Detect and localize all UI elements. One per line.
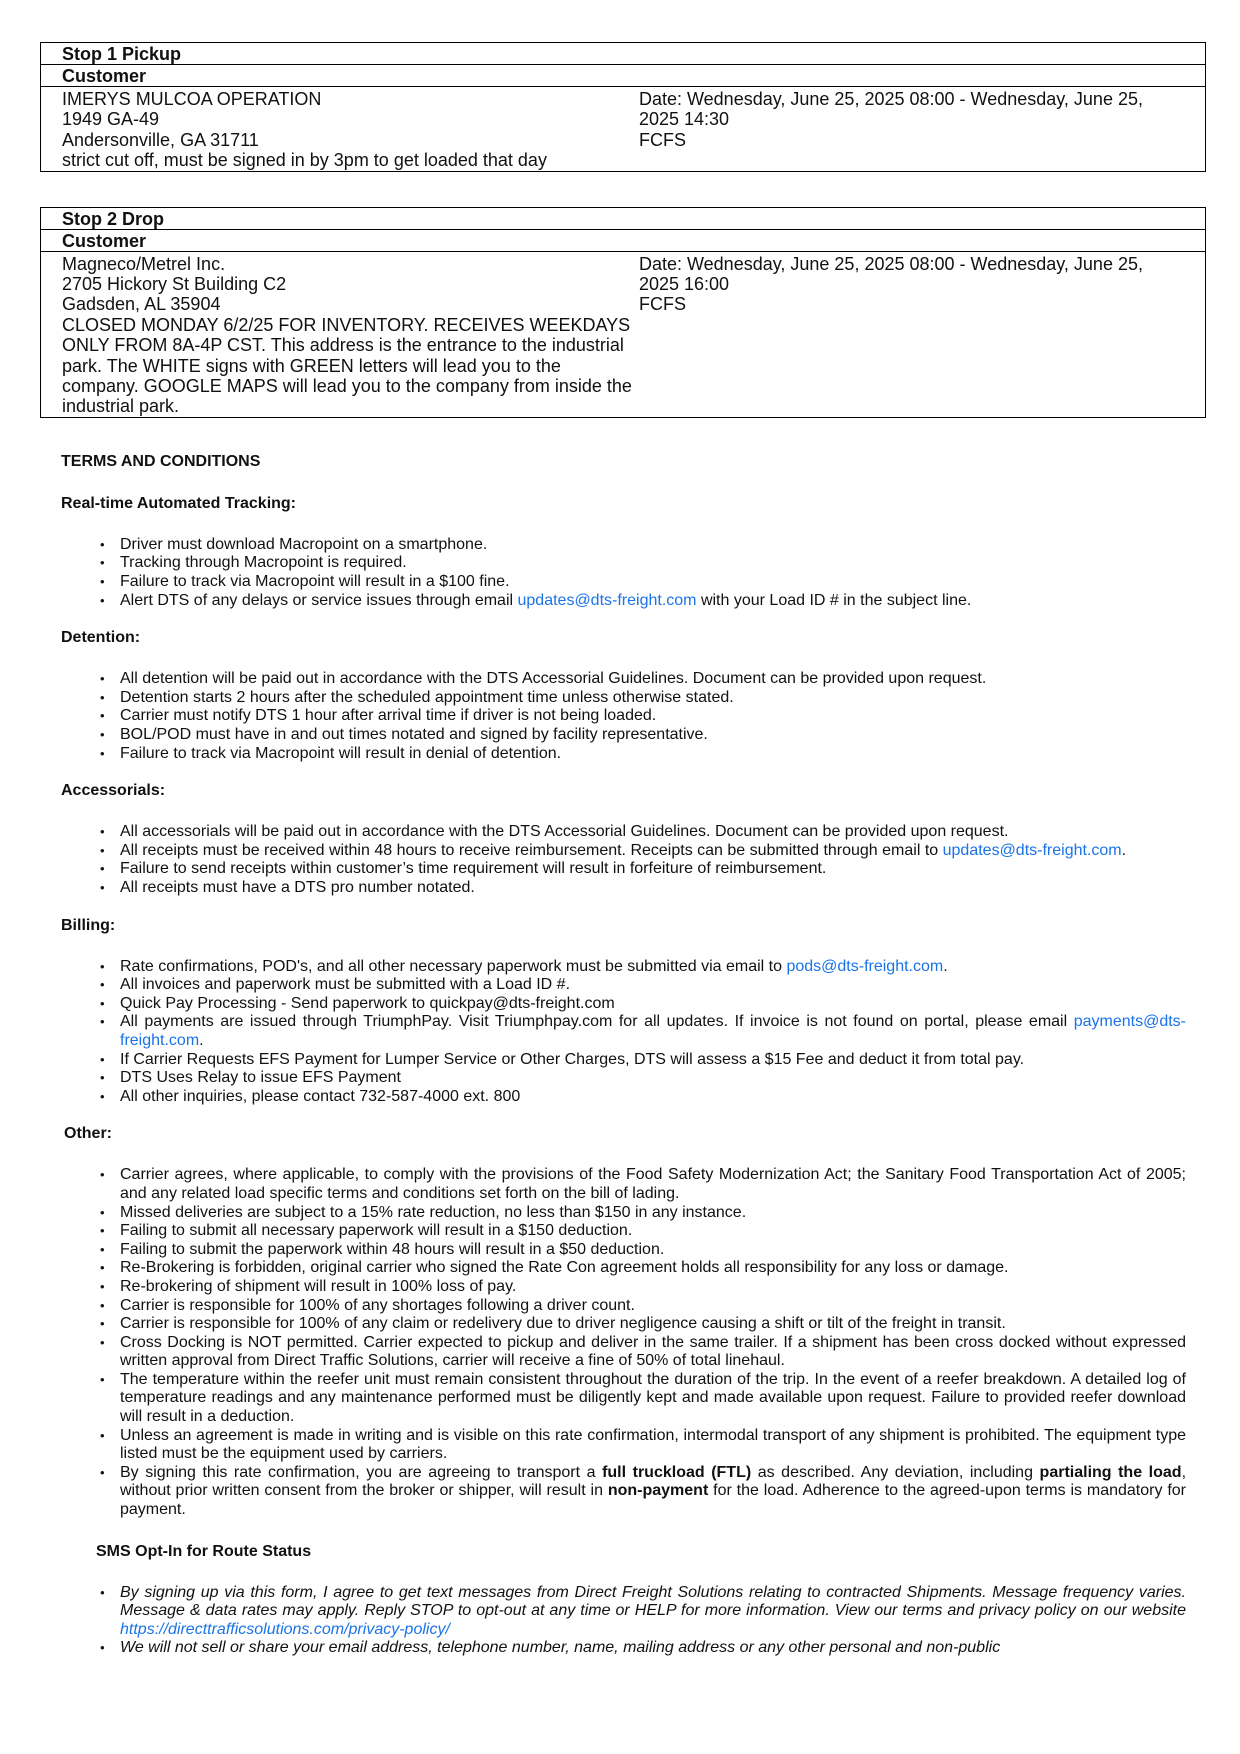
- list-item: • Carrier must notify DTS 1 hour after arrival time if driver is not being loaded.: [120, 707, 1206, 726]
- stop-1-details: [41, 87, 1205, 171]
- accessorials-heading: Accessorials:: [61, 782, 166, 800]
- stop-1-address-block: [62, 89, 639, 171]
- list-item: • Detention starts 2 hours after the scheduled appointment time unless otherwise stated.: [120, 689, 1206, 708]
- stop-2-address-line2: Gadsden, AL 35904: [62, 294, 221, 315]
- list-item: • The temperature within the reefer unit must remain consistent throughout the duration of the trip. In the event of a reefer breakdown. A detailed log of temperature readings and any maintenance performed must be diligently kept and made available upon request. Failure to provided reefer download will result in a deduction.: [120, 1371, 1206, 1427]
- list-item: • If Carrier Requests EFS Payment for Lumper Service or Other Charges, DTS will assess a $15 Fee and deduct it from total pay.: [120, 1051, 1206, 1070]
- tracking-list: [40, 536, 1206, 610]
- privacy-policy-link[interactable]: https://directtrafficsolutions.com/privacy-policy/: [120, 1620, 450, 1638]
- stop-1-address-line1: 1949 GA-49: [62, 109, 160, 130]
- list-item: [120, 592, 1206, 611]
- stop-1-appointment: FCFS: [638, 129, 686, 150]
- list-item: • Failure to track via Macropoint will result in denial of detention.: [120, 745, 1206, 764]
- ftl-text-c: as described. Any deviation, including: [751, 1463, 1040, 1481]
- stop-2-address-line1: 2705 Hickory St Building C2: [62, 274, 287, 295]
- list-item: • Missed deliveries are subject to a 15% rate reduction, no less than $150 in any instance.: [120, 1204, 1206, 1223]
- list-item: • Failure to send receipts within customer’s time requirement will result in forfeiture of reimbursement.: [120, 860, 1206, 879]
- stop-2-address-block: [62, 254, 639, 417]
- list-item: • Tracking through Macropoint is required.: [120, 554, 1206, 573]
- list-item: • Re-Brokering is forbidden, original carrier who signed the Rate Con agreement holds all responsibility for any loss or damage.: [120, 1259, 1206, 1278]
- list-item: • All other inquiries, please contact 732-587-4000 ext. 800: [120, 1088, 1206, 1107]
- list-item: • Failing to submit the paperwork within 48 hours will result in a $50 deduction.: [120, 1241, 1206, 1260]
- detention-heading: Detention:: [61, 629, 141, 647]
- stop-1-name: IMERYS MULCOA OPERATION: [62, 89, 322, 109]
- list-item: • All receipts must have a DTS pro number notated.: [120, 879, 1206, 898]
- stop-1-address-line2: Andersonville, GA 31711: [62, 129, 259, 150]
- billing-list: [40, 958, 1206, 1107]
- receipts-text: All receipts must be received within 48 hours to receive reimbursement. Receipts can be submitted through email to: [120, 841, 943, 859]
- list-item: • Quick Pay Processing - Send paperwork to quickpay@dts-freight.com: [120, 995, 1206, 1014]
- stop-2-customer-label: Customer: [41, 230, 1205, 252]
- alert-text-end: with your Load ID # in the subject line.: [696, 591, 972, 609]
- updates-email-link-2[interactable]: updates@dts-freight.com: [942, 841, 1122, 859]
- payments-email-link[interactable]: payments@dts-freight.com: [120, 1013, 1186, 1049]
- terms-title: TERMS AND CONDITIONS: [61, 452, 261, 470]
- receipts-text-end: .: [1121, 841, 1127, 859]
- pods-email-link[interactable]: pods@dts-freight.com: [786, 957, 944, 975]
- list-item: • Carrier is responsible for 100% of any shortages following a driver count.: [120, 1297, 1206, 1316]
- stop-1-date: Date: Wednesday, June 25, 2025 08:00 - Wednesday, June 25, 2025 14:30: [638, 89, 1143, 130]
- accessorials-list: [40, 823, 1206, 897]
- stop-2-schedule-block: [639, 254, 1184, 417]
- list-item: • Carrier agrees, where applicable, to comply with the provisions of the Food Safety Modernization Act; the Sanitary Food Transportation Act of 2005; and any related load specific terms and conditions set forth on the bill of lading.: [120, 1166, 1206, 1203]
- updates-email-link[interactable]: updates@dts-freight.com: [517, 591, 697, 609]
- ftl-text-e: , without prior written consent from the broker or shipper, will result in: [120, 1463, 1187, 1500]
- detention-list: [40, 670, 1206, 763]
- stop-1-table: [40, 42, 1206, 172]
- list-item: • Failing to submit all necessary paperwork will result in a $150 deduction.: [120, 1222, 1206, 1241]
- ftl-text-g: for the load. Adherence to the agreed-upon terms is mandatory for payment.: [120, 1482, 1186, 1519]
- ftl-text-f: non-payment: [607, 1482, 709, 1500]
- stop-2-name: Magneco/Metrel Inc.: [62, 253, 226, 274]
- list-item: • Driver must download Macropoint on a smartphone.: [120, 536, 1206, 555]
- list-item: • We will not sell or share your email address, telephone number, name, mailing address or any other personal and non-public: [120, 1639, 1206, 1658]
- list-item: • Carrier is responsible for 100% of any claim or redelivery due to driver negligence causing a shift or tilt of the freight in transit.: [120, 1315, 1206, 1334]
- list-item: [120, 958, 1206, 977]
- rate-conf-text-end: .: [943, 957, 948, 975]
- alert-text: Alert DTS of any delays or service issues through email: [120, 591, 518, 609]
- tracking-heading: Real-time Automated Tracking:: [61, 494, 297, 512]
- stop-1-notes: strict cut off, must be signed in by 3pm to get loaded that day: [62, 150, 547, 171]
- payments-text: All payments are issued through TriumphPay. Visit Triumphpay.com for all updates. If invoice is not found on portal, please email: [120, 1013, 1074, 1031]
- payments-text-end: .: [199, 1031, 204, 1049]
- sms-opt-in-text: By signing up via this form, I agree to get text messages from Direct Freight Solutions relating to contracted Shipments. Message frequency varies. Message & data rates may apply. Reply STOP to opt-out at any time or HELP for more information. View our terms and privacy policy on our website: [120, 1583, 1186, 1620]
- stop-2-date: Date: Wednesday, June 25, 2025 08:00 - Wednesday, June 25, 2025 16:00: [638, 253, 1143, 295]
- list-item: • All detention will be paid out in accordance with the DTS Accessorial Guidelines. Document can be provided upon request.: [120, 670, 1206, 689]
- list-item: • BOL/POD must have in and out times notated and signed by facility representative.: [120, 726, 1206, 745]
- terms-section: [40, 452, 1206, 1658]
- sms-heading: SMS Opt-In for Route Status: [96, 1542, 312, 1560]
- other-list: [40, 1166, 1206, 1519]
- ftl-text-d: partialing the load: [1039, 1463, 1182, 1481]
- list-item: • DTS Uses Relay to issue EFS Payment: [120, 1069, 1206, 1088]
- rate-conf-text: Rate confirmations, POD's, and all other necessary paperwork must be submitted via email to: [120, 957, 787, 975]
- other-heading: Other:: [64, 1125, 112, 1143]
- ftl-text-b: full truckload (FTL): [602, 1463, 752, 1481]
- sms-list: [40, 1584, 1206, 1658]
- list-item: [120, 1584, 1206, 1640]
- billing-heading: Billing:: [61, 916, 116, 934]
- list-item: [120, 1013, 1206, 1050]
- ftl-text-a: By signing this rate confirmation, you are agreeing to transport a: [120, 1463, 603, 1481]
- stop-2-appointment: FCFS: [638, 294, 686, 315]
- stop-1-customer-label: Customer: [41, 65, 1205, 87]
- list-item: • Re-brokering of shipment will result in 100% loss of pay.: [120, 1278, 1206, 1297]
- list-item: [120, 842, 1206, 861]
- list-item: [120, 1464, 1206, 1520]
- stop-2-table: [40, 207, 1206, 418]
- stop-2-heading: Stop 2 Drop: [41, 208, 1205, 230]
- list-item: • Unless an agreement is made in writing and is visible on this rate confirmation, intermodal transport of any shipment is prohibited. The equipment type listed must be the equipment used by carriers.: [120, 1427, 1206, 1464]
- list-item: • All invoices and paperwork must be submitted with a Load ID #.: [120, 976, 1206, 995]
- stop-2-details: [41, 252, 1205, 417]
- stop-2-notes: CLOSED MONDAY 6/2/25 FOR INVENTORY. RECEIVES WEEKDAYS ONLY FROM 8A-4P CST. This address is the entrance to the industrial park. The WHITE signs with GREEN letters will lead you to the company. GOOGLE MAPS will lead you to the company from inside the industrial park.: [62, 314, 632, 417]
- stop-1-heading: Stop 1 Pickup: [41, 43, 1205, 65]
- stop-1-schedule-block: [639, 89, 1184, 171]
- list-item: • Cross Docking is NOT permitted. Carrier expected to pickup and deliver in the same trailer. If a shipment has been cross docked without expressed written approval from Direct Traffic Solutions, carrier will receive a fine of 50% of total linehaul.: [120, 1334, 1206, 1371]
- list-item: • Failure to track via Macropoint will result in a $100 fine.: [120, 573, 1206, 592]
- list-item: • All accessorials will be paid out in accordance with the DTS Accessorial Guidelines. Document can be provided upon request.: [120, 823, 1206, 842]
